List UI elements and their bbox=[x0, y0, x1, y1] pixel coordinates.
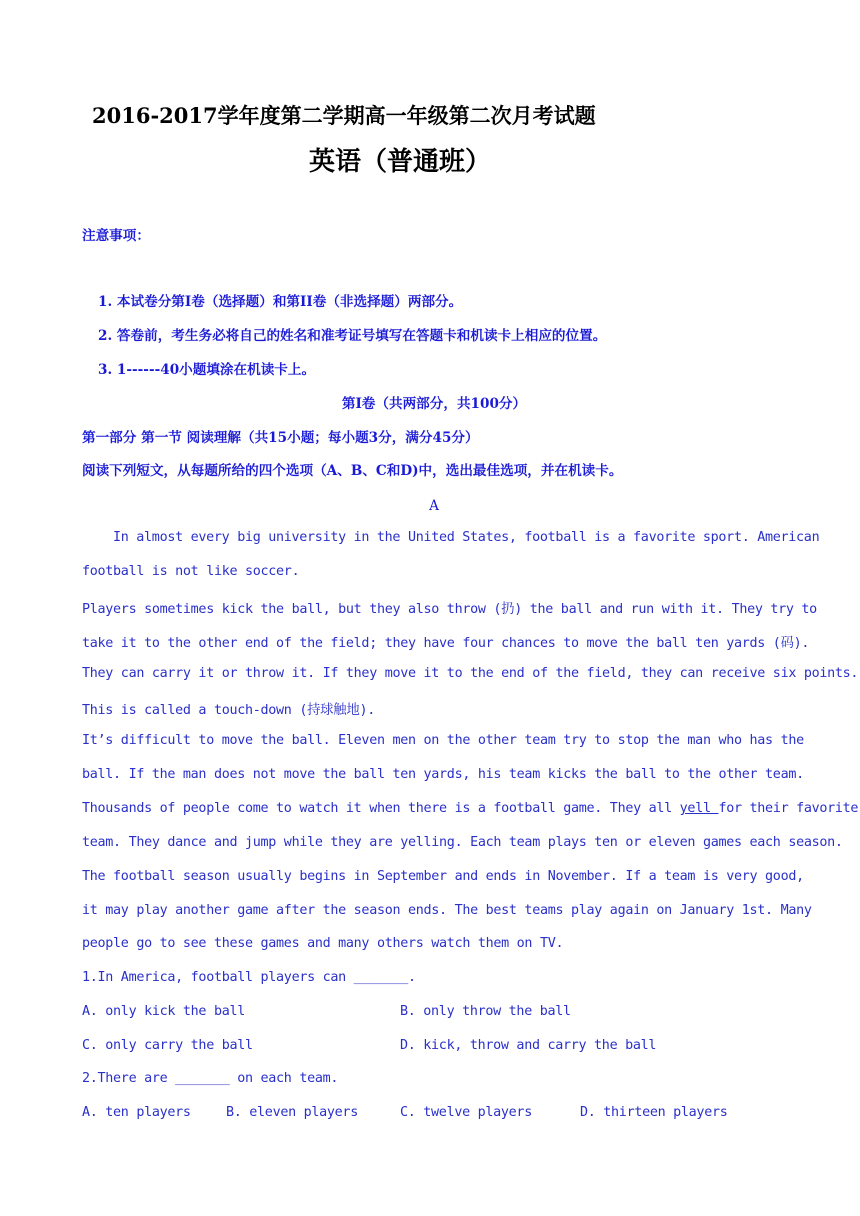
notes-heading: 注意事项： bbox=[82, 228, 150, 244]
passage-label: A bbox=[429, 498, 439, 514]
passage-line: Players sometimes kick the ball, but they also throw (扔) the ball and run with it. They try to bbox=[82, 602, 817, 617]
question-option: C. only carry the ball bbox=[82, 1038, 253, 1053]
passage-text: Thousands of people come to watch it when there is a football game. They all bbox=[82, 801, 672, 816]
question-option: A. only kick the ball bbox=[82, 1004, 245, 1019]
note-item: 1. 本试卷分第Ⅰ卷（选择题）和第II卷（非选择题）两部分。 bbox=[98, 294, 463, 310]
passage-line: people go to see these games and many others watch them on TV. bbox=[82, 936, 564, 951]
exam-title: 2016-2017学年度第二学期高一年级第二次月考试题 bbox=[92, 103, 596, 128]
note-item: 2. 答卷前，考生务必将自己的姓名和准考证号填写在答题卡和机读卡上相应的位置。 bbox=[98, 328, 607, 344]
volume-heading: 第Ⅰ卷（共两部分，共100分） bbox=[341, 396, 527, 412]
question-option: A. ten players bbox=[82, 1105, 191, 1120]
question-option: B. only throw the ball bbox=[400, 1004, 571, 1019]
note-item: 3. 1------40小题填涂在机读卡上。 bbox=[98, 362, 316, 378]
passage-line bbox=[82, 801, 858, 816]
question-stem: 2.There are _______ on each team. bbox=[82, 1071, 339, 1086]
question-option: D. kick, throw and carry the ball bbox=[400, 1038, 657, 1053]
passage-line: It’s difficult to move the ball. Eleven men on the other team try to stop the man who has the bbox=[82, 733, 804, 748]
passage-line: They can carry it or throw it. If they move it to the end of the field, they can receive six points. bbox=[82, 666, 859, 681]
reading-instruction: 阅读下列短文，从每题所给的四个选项（A、B、C和D)中，选出最佳选项，并在机读卡。 bbox=[82, 463, 623, 479]
exam-subtitle: 英语（普通班） bbox=[308, 147, 491, 177]
passage-line: take it to the other end of the field; they have four chances to move the ball ten yards (码). bbox=[82, 636, 810, 651]
part-heading: 第一部分 第一节 阅读理解（共15小题；每小题3分，满分45分） bbox=[82, 430, 479, 446]
passage-line: This is called a touch-down (持球触地). bbox=[82, 703, 375, 718]
underlined-word-yell: yell bbox=[679, 801, 719, 816]
question-option: C. twelve players bbox=[400, 1105, 532, 1120]
passage-line: football is not like soccer. bbox=[82, 564, 300, 579]
question-stem: 1.In America, football players can _______. bbox=[82, 970, 416, 985]
passage-line: team. They dance and jump while they are yelling. Each team plays ten or eleven games each season. bbox=[82, 835, 843, 850]
passage-text: for their favorite bbox=[718, 801, 859, 816]
question-option: D. thirteen players bbox=[580, 1105, 728, 1120]
passage-line: In almost every big university in the United States, football is a favorite sport. American bbox=[113, 530, 820, 545]
passage-line: it may play another game after the season ends. The best teams play again on January 1st. Many bbox=[82, 903, 812, 918]
question-option: B. eleven players bbox=[226, 1105, 358, 1120]
passage-line: The football season usually begins in September and ends in November. If a team is very good, bbox=[82, 869, 804, 884]
passage-line: ball. If the man does not move the ball ten yards, his team kicks the ball to the other team. bbox=[82, 767, 804, 782]
